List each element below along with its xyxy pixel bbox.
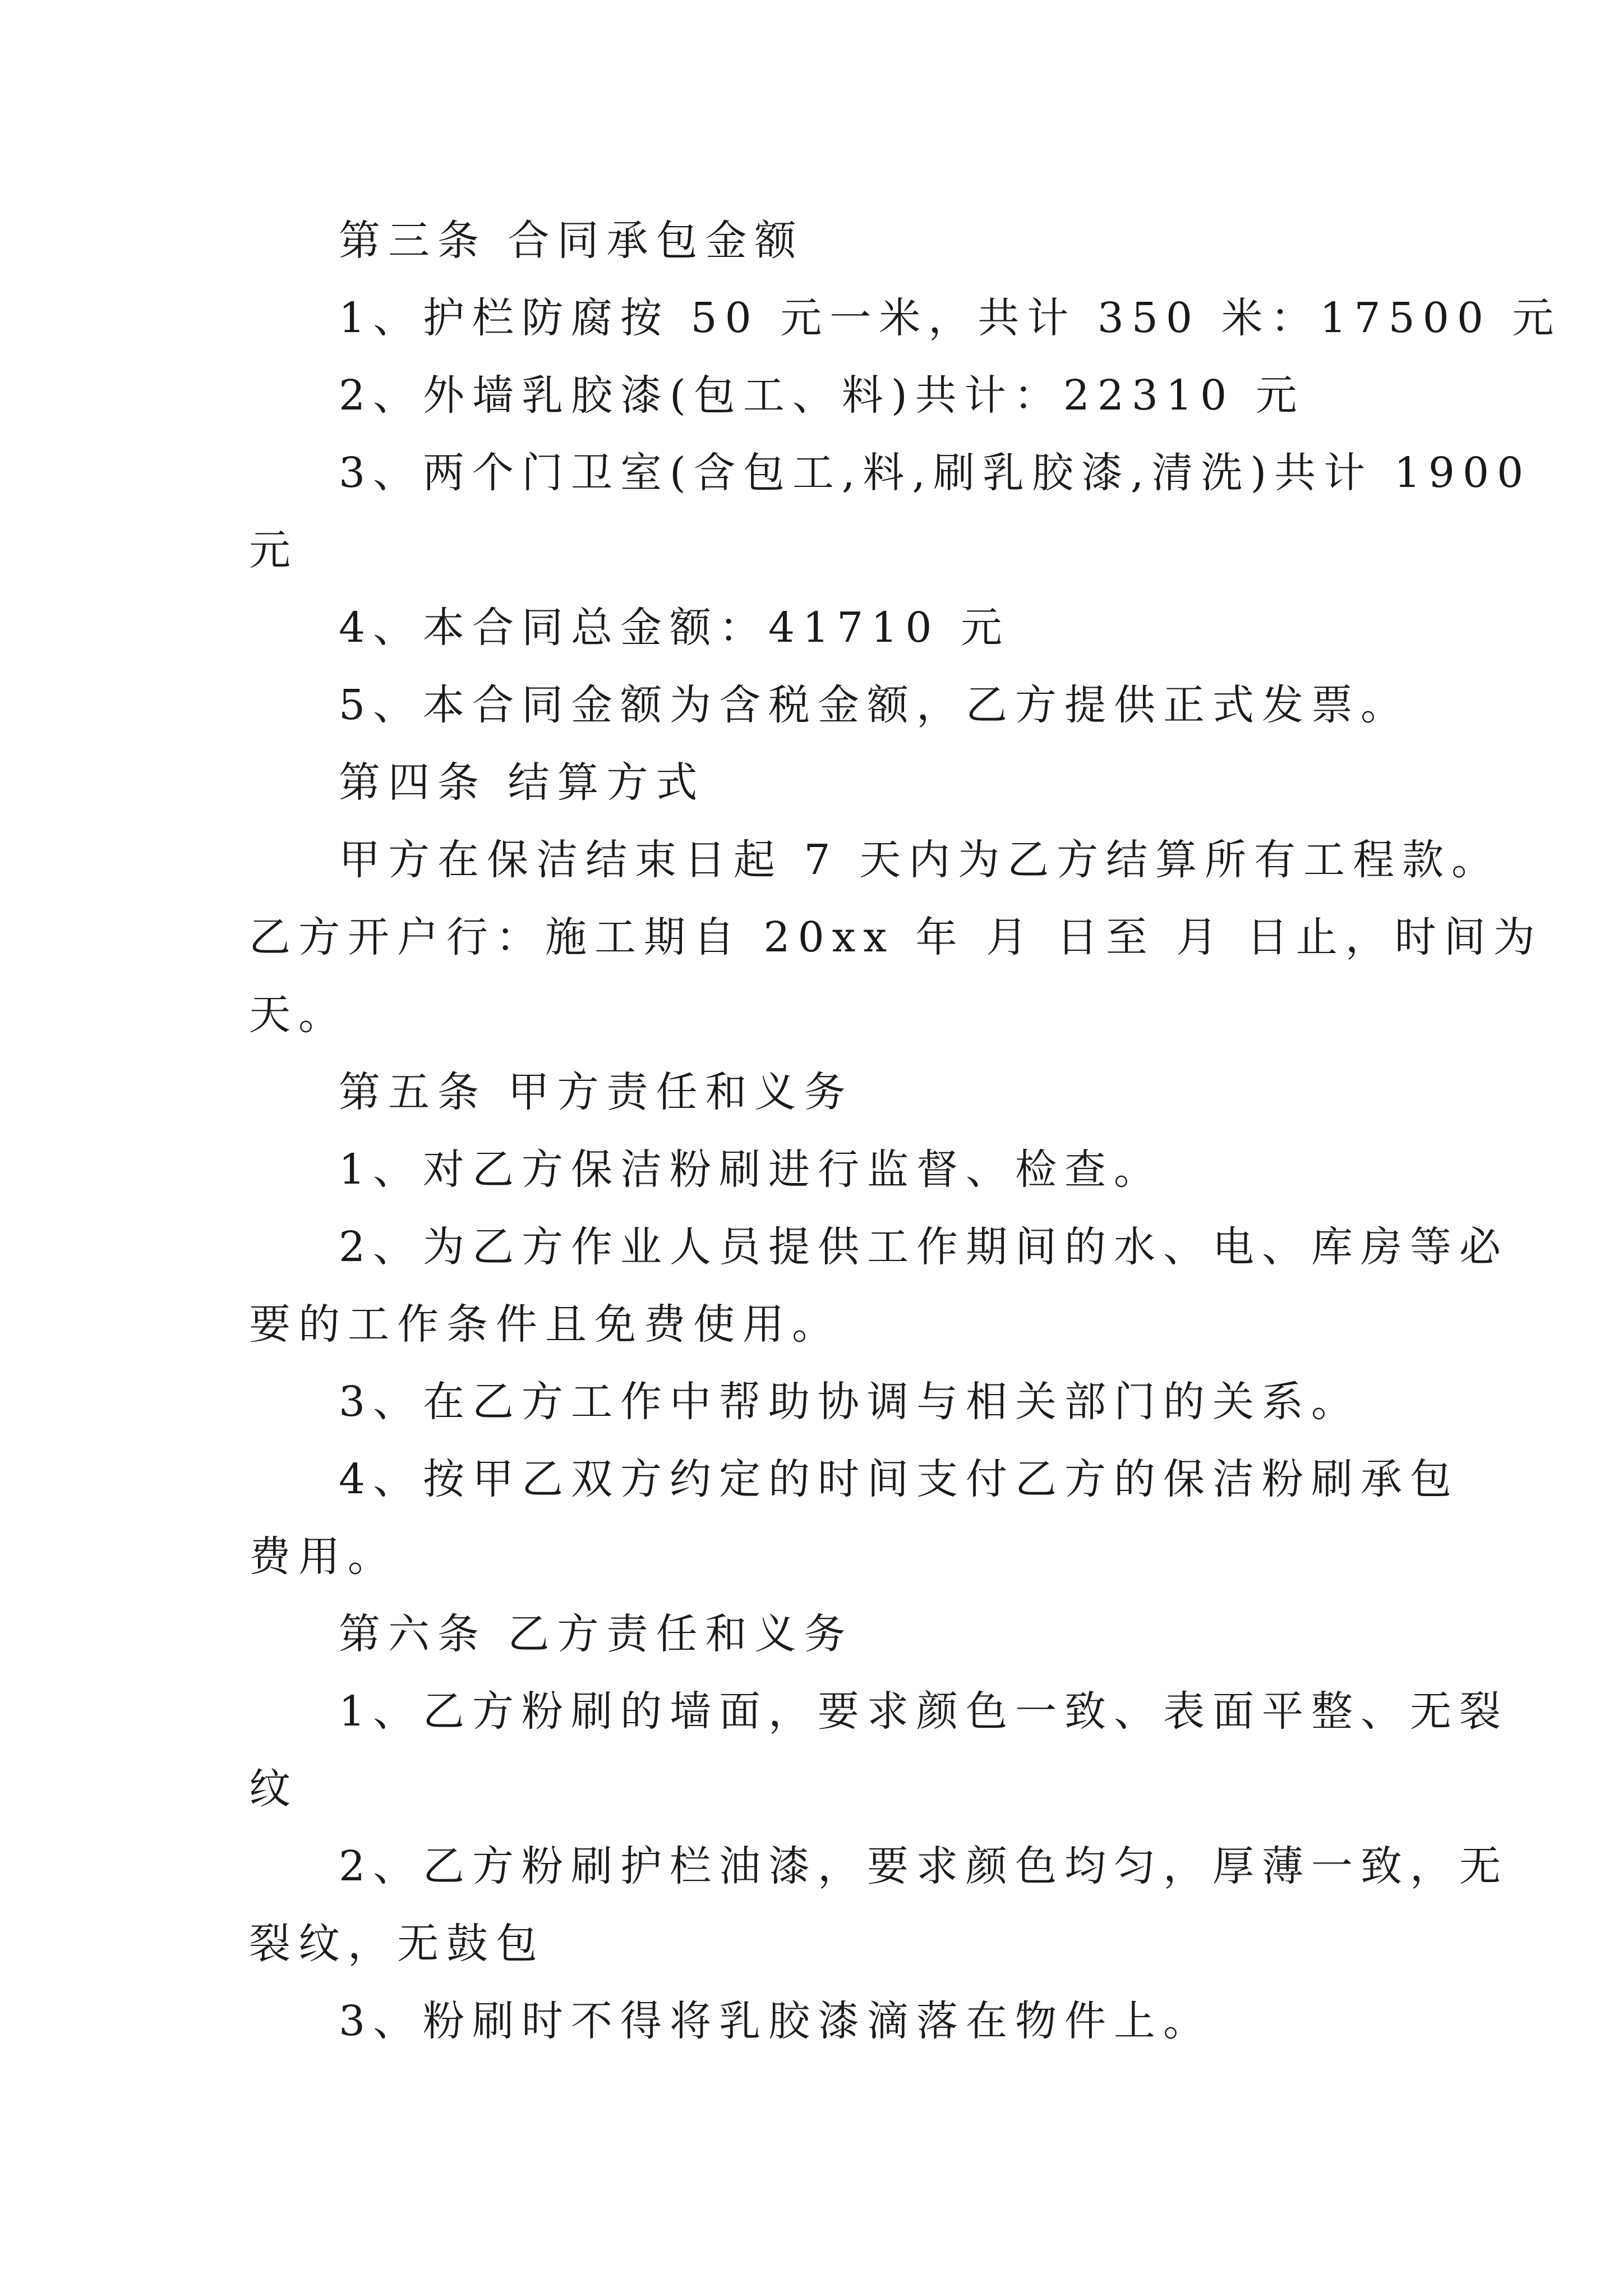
- list-item: [249, 1441, 1459, 1518]
- item-text: 本合同金额为含税金额，乙方提供正式发票。: [423, 681, 1410, 729]
- list-item: [249, 1673, 1509, 1750]
- item-continuation: 元: [249, 526, 298, 574]
- paragraph-line: 乙方开户行：施工期自 20xx 年 月 日至 月 日止，时间为: [249, 913, 1543, 961]
- list-item: [249, 357, 1387, 434]
- list-item: [249, 666, 1410, 744]
- item-text: 按甲乙双方约定的时间支付乙方的保洁粉刷承包: [423, 1455, 1459, 1503]
- item-text: 本合同总金额：41710 元: [423, 604, 1010, 652]
- item-number: 2、: [339, 1223, 423, 1271]
- item-number: 2、: [339, 1842, 423, 1890]
- item-continuation: 费用。: [249, 1533, 397, 1581]
- item-text: 粉刷时不得将乳胶漆滴落在物件上。: [423, 1997, 1212, 2045]
- item-text: 为乙方作业人员提供工作期间的水、电、库房等必: [423, 1223, 1509, 1271]
- paragraph-line: 甲方在保洁结束日起 7 天内为乙方结算所有工程款。: [339, 836, 1501, 884]
- item-continuation: 纹: [249, 1765, 298, 1813]
- paragraph-line: 天。: [249, 991, 348, 1039]
- item-text: 护栏防腐按 50 元一米，共计 350 米：17500 元: [423, 294, 1562, 342]
- list-item: [249, 1131, 1387, 1208]
- item-text: 在乙方工作中帮助协调与相关部门的关系。: [423, 1378, 1361, 1426]
- section-heading: 第六条 乙方责任和义务: [339, 1610, 854, 1658]
- item-number: 4、: [339, 604, 423, 652]
- item-number: 1、: [339, 294, 423, 342]
- list-item: [249, 589, 1387, 666]
- item-number: 5、: [339, 681, 423, 729]
- item-number: 2、: [339, 371, 423, 420]
- item-text: 乙方粉刷护栏油漆，要求颜色均匀，厚薄一致，无: [423, 1842, 1509, 1890]
- list-item: [249, 1982, 1387, 2060]
- item-number: 3、: [339, 449, 423, 497]
- list-item: [249, 1208, 1509, 1286]
- item-text: 对乙方保洁粉刷进行监督、检查。: [423, 1145, 1163, 1194]
- item-number: 1、: [339, 1687, 423, 1736]
- item-continuation: 要的工作条件且免费使用。: [249, 1300, 841, 1349]
- item-number: 3、: [339, 1997, 423, 2045]
- section-heading: 第四条 结算方式: [339, 758, 706, 807]
- list-item: [249, 1828, 1509, 1905]
- item-text: 乙方粉刷的墙面，要求颜色一致、表面平整、无裂: [423, 1687, 1509, 1736]
- section-heading: 第五条 甲方责任和义务: [339, 1068, 854, 1116]
- item-text: 外墙乳胶漆(包工、料)共计：22310 元: [423, 371, 1305, 420]
- item-continuation: 裂纹，无鼓包: [249, 1920, 545, 1968]
- item-number: 1、: [339, 1145, 423, 1194]
- document-page: [249, 202, 1562, 2060]
- item-text: 两个门卫室(含包工,料,刷乳胶漆,清洗)共计 1900: [423, 449, 1532, 497]
- list-item: [249, 1363, 1387, 1441]
- item-number: 3、: [339, 1378, 423, 1426]
- list-item: [249, 279, 1562, 357]
- section-heading: 第三条 合同承包金额: [339, 217, 804, 265]
- list-item: [249, 434, 1532, 512]
- item-number: 4、: [339, 1455, 423, 1503]
